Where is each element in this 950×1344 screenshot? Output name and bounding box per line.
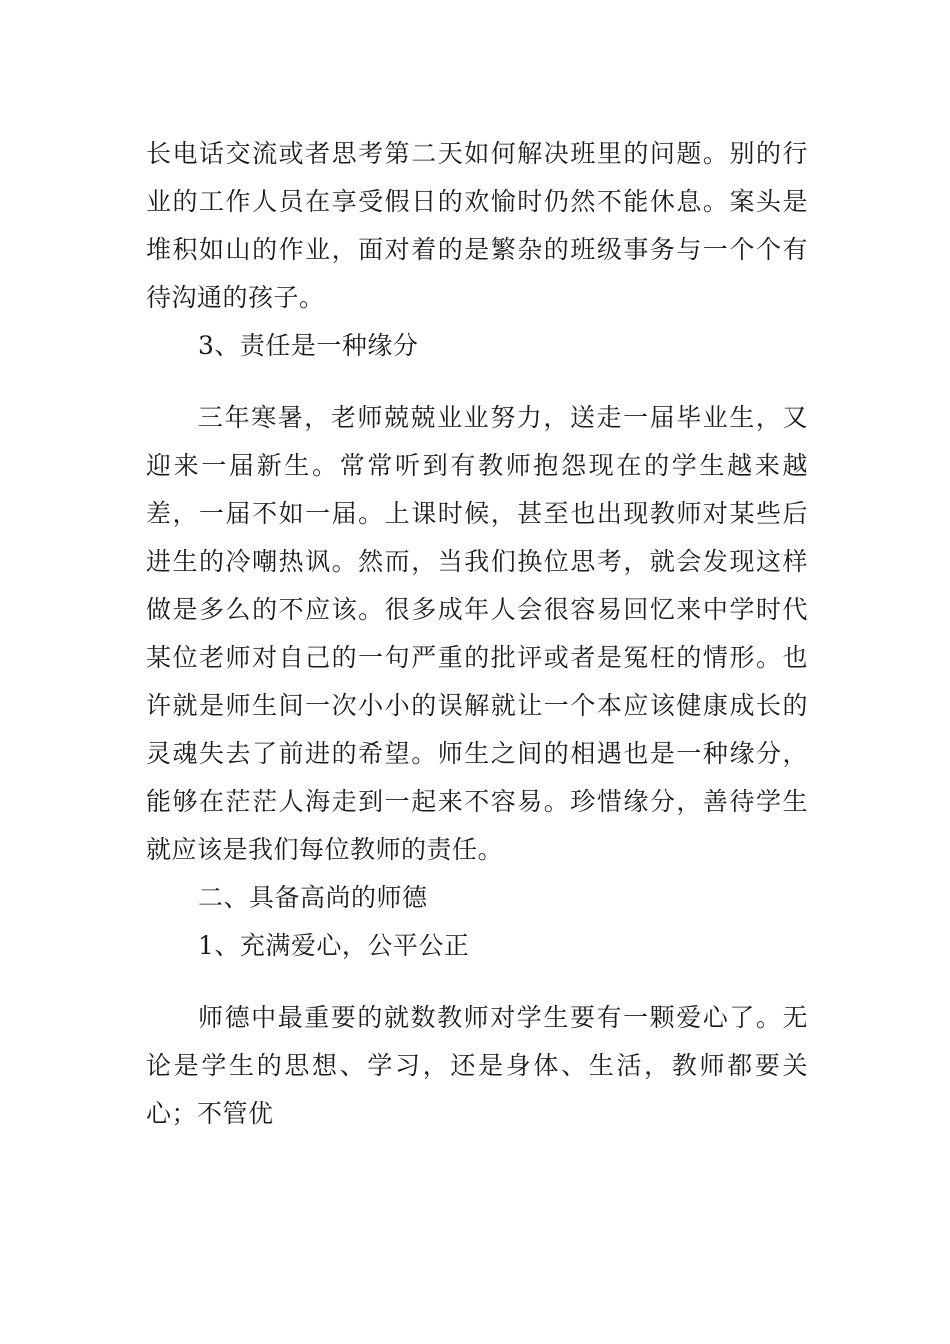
paragraph-continuation: 长电话交流或者思考第二天如何解决班里的问题。别的行业的工作人员在享受假日的欢愉时仍然不能休息。案头是堆积如山的作业，面对着的是繁杂的班级事务与一个个有待沟通的孩子。 — [146, 139, 808, 312]
document-page — [146, 130, 808, 1138]
section-heading-teacher-ethics: 二、具备高尚的师德 — [198, 883, 428, 912]
paragraph-body: 师德中最重要的就数教师对学生要有一颗爱心了。无论是学生的思想、学习，还是身体、生活，教师都要关心；不管优 — [146, 1003, 808, 1128]
section-heading-love-fairness: 1、充满爱心，公平公正 — [198, 931, 470, 960]
section-heading-responsibility-fate: 3、责任是一种缘分 — [198, 331, 419, 360]
paragraph-body: 三年寒暑，老师兢兢业业努力，送走一届毕业生，又迎来一届新生。常常听到有教师抱怨现在的学生越来越差，一届不如一届。上课时候，甚至也出现教师对某些后进生的冷嘲热讽。然而，当我们换位思考，就会发现这样做是多么的不应该。很多成年人会很容易回忆来中学时代某位老师对自己的一句严重的批评或者是冤枉的情形。也许就是师生间一次小小的误解就让一个本应该健康成长的灵魂失去了前进的希望。师生之间的相遇也是一种缘分，能够在茫茫人海走到一起来不容易。珍惜缘分，善待学生就应该是我们每位教师的责任。 — [146, 403, 808, 864]
